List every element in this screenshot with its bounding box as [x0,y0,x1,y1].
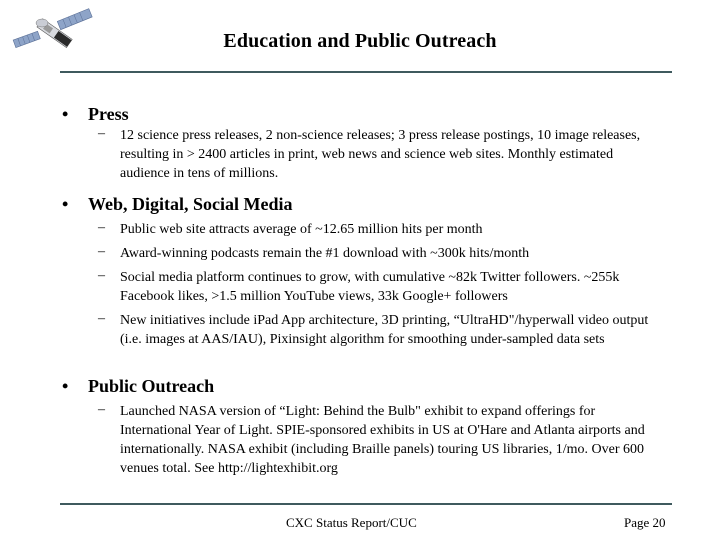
list-item-text: Launched NASA version of “Light: Behind the Bulb" exhibit to expand offerings for International Year of Light. SPIE-sponsored exhibits in US at O'Hare and Atlanta airports and internationally. NASA exhibit (including Braille panels) touring US libraries, 1/mo. Over 600 venues total. See http://lightexhibit.org [120,404,645,476]
dash-icon: – [98,126,105,141]
dash-icon: – [98,244,105,259]
list-item-text: New initiatives include iPad App architecture, 3D printing, “UltraHD"/hyperwall video output (i.e. images at AAS/IAU), Pixinsight algorithm for smoothing under-sampled data sets [120,313,649,347]
footer-divider [60,503,672,505]
section-heading: Press [88,104,129,124]
section-heading: Public Outreach [88,376,215,396]
list-item-text: Award-winning podcasts remain the #1 download with ~300k hits/month [120,246,530,261]
slide-title: Education and Public Outreach [223,30,497,52]
bullet-icon: • [62,194,69,214]
bullet-icon: • [62,376,69,396]
dash-icon: – [98,268,105,283]
footer-report-name: CXC Status Report/CUC [286,515,417,530]
dash-icon: – [98,220,105,235]
bullet-icon: • [62,104,69,124]
list-item-text: Social media platform continues to grow, with cumulative ~82k Twitter followers. ~255k Facebook likes, >1.5 million YouTube views, 33k Google+ followers [120,270,620,304]
header-divider [60,71,672,73]
dash-icon: – [98,311,105,326]
section-heading: Web, Digital, Social Media [88,194,293,214]
dash-icon: – [98,402,105,417]
list-item-text: Public web site attracts average of ~12.65 million hits per month [120,222,483,237]
list-item-text: 12 science press releases, 2 non-science releases; 3 press release postings, 10 image releases, resulting in > 2400 articles in print, web news and science web sites. Monthly estimated audience in tens of millions. [120,128,641,181]
page-number: Page 20 [624,515,666,530]
